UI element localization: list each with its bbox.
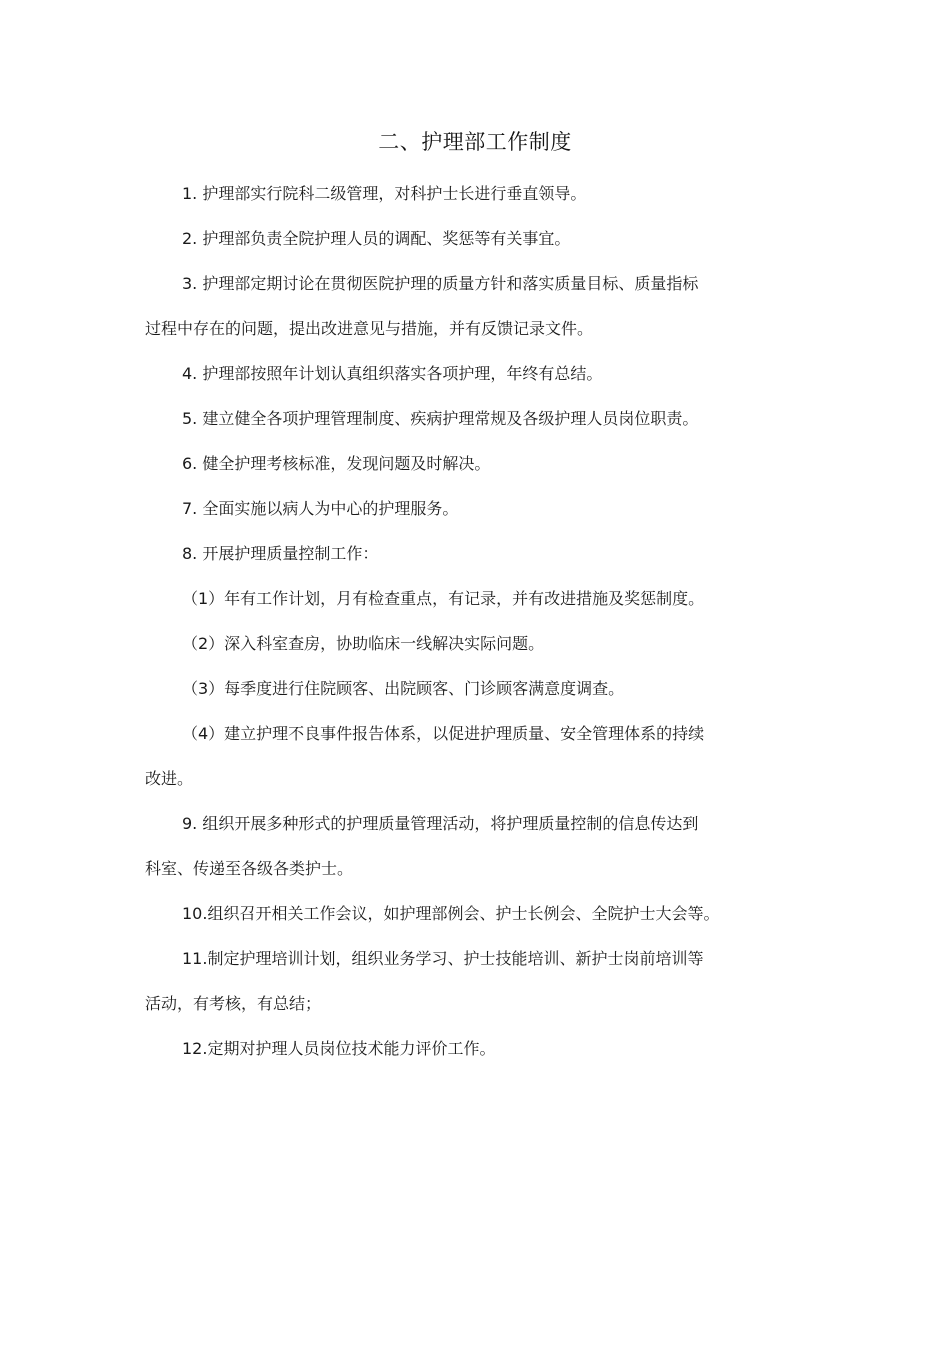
paragraph-line: 6. 健全护理考核标准，发现问题及时解决。: [182, 454, 491, 473]
paragraph-line: 9. 组织开展多种形式的护理质量管理活动，将护理质量控制的信息传达到: [182, 814, 699, 833]
paragraph-line: 3. 护理部定期讨论在贯彻医院护理的质量方针和落实质量目标、质量指标: [182, 274, 699, 293]
paragraph-line: 改进。: [145, 769, 194, 788]
paragraph-line: 12.定期对护理人员岗位技术能力评价工作。: [182, 1039, 496, 1058]
paragraph-line: 过程中存在的问题，提出改进意见与措施，并有反馈记录文件。: [145, 319, 594, 338]
paragraph-line: 科室、传递至各级各类护士。: [145, 859, 354, 878]
sub-item-2: [145, 633, 785, 655]
paragraph-line: 5. 建立健全各项护理管理制度、疾病护理常规及各级护理人员岗位职责。: [182, 409, 699, 428]
paragraph-2: [145, 228, 785, 250]
paragraph-5: [145, 408, 785, 430]
paragraph-4: [145, 363, 785, 385]
paragraph-11: [145, 948, 785, 1015]
paragraph-line: （1）年有工作计划，月有检查重点，有记录，并有改进措施及奖惩制度。: [182, 589, 705, 608]
paragraph-8: [145, 543, 785, 565]
page-title: 二、护理部工作制度: [378, 130, 572, 154]
paragraph-line: 4. 护理部按照年计划认真组织落实各项护理，年终有总结。: [182, 364, 603, 383]
paragraph-line: 10.组织召开相关工作会议，如护理部例会、护士长例会、全院护士大会等。: [182, 904, 720, 923]
paragraph-7: [145, 498, 785, 520]
sub-item-3: [145, 678, 785, 700]
sub-item-4: [145, 723, 785, 790]
paragraph-line: 活动，有考核，有总结；: [145, 994, 322, 1013]
paragraph-line: （3）每季度进行住院顾客、出院顾客、门诊顾客满意度调查。: [182, 679, 625, 698]
paragraph-6: [145, 453, 785, 475]
paragraph-line: （2）深入科室查房，协助临床一线解决实际问题。: [182, 634, 545, 653]
paragraph-1: [145, 183, 785, 205]
paragraph-line: 2. 护理部负责全院护理人员的调配、奖惩等有关事宜。: [182, 229, 571, 248]
paragraph-line: 11.制定护理培训计划，组织业务学习、护士技能培训、新护士岗前培训等: [182, 949, 704, 968]
paragraph-line: 1. 护理部实行院科二级管理，对科护士长进行垂直领导。: [182, 184, 587, 203]
paragraph-line: （4）建立护理不良事件报告体系，以促进护理质量、安全管理体系的持续: [182, 724, 705, 743]
sub-item-1: [145, 588, 785, 610]
paragraph-line: 8. 开展护理质量控制工作：: [182, 544, 379, 563]
paragraph-10: [145, 903, 785, 925]
document-body: [145, 183, 785, 1060]
paragraph-9: [145, 813, 785, 880]
paragraph-line: 7. 全面实施以病人为中心的护理服务。: [182, 499, 459, 518]
paragraph-12: [145, 1038, 785, 1060]
paragraph-3: [145, 273, 785, 340]
